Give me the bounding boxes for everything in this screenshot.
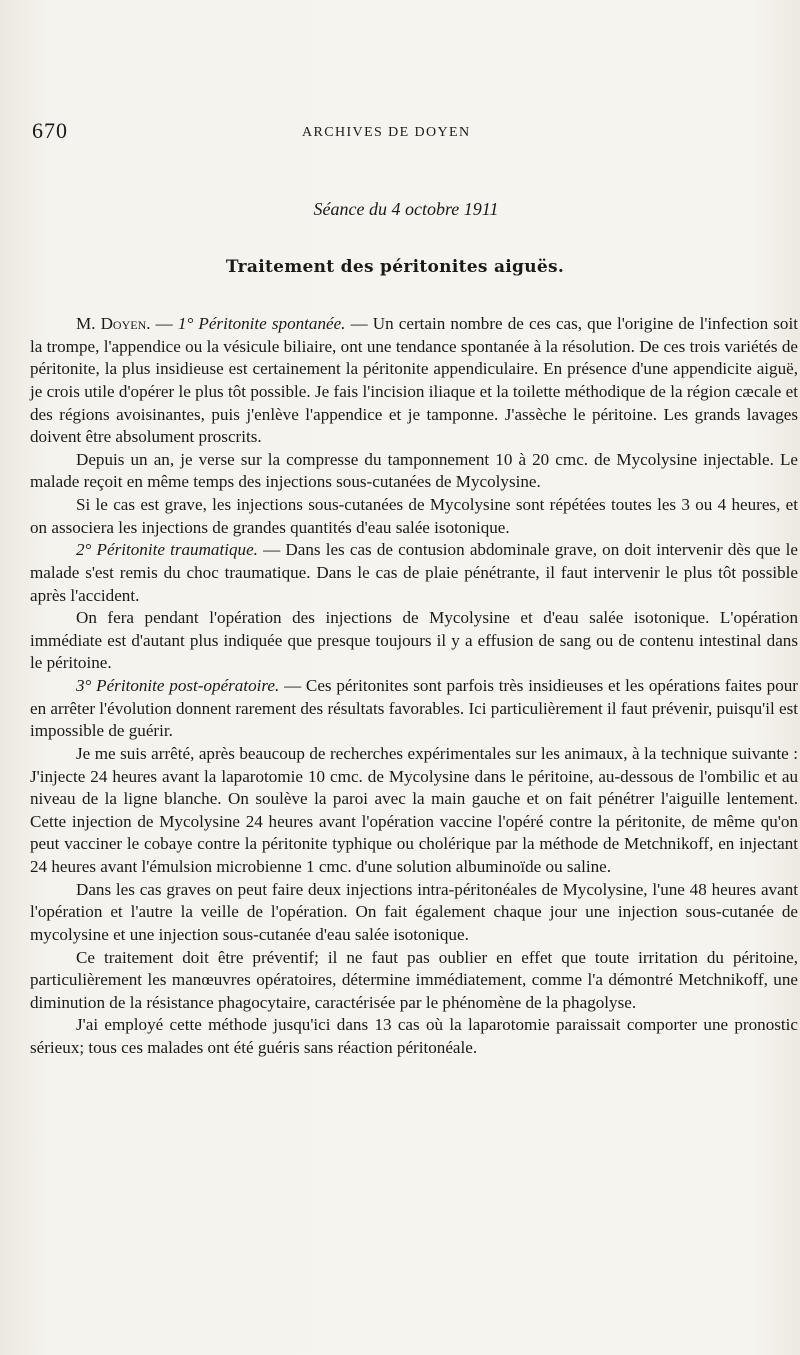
paragraph-text: — Dans les cas de contusion abdominale grave, on doit intervenir dès que le malade s'est remis du choc traumatique. Dans le cas de plaie pénétrante, il faut intervenir le plus tôt possible après l'accident.	[30, 540, 798, 605]
paragraph-text: Depuis un an, je verse sur la compresse du tamponnement 10 à 20 cmc. de Mycolysine injectable. Le malade reçoit en même temps des injections sous-cutanées de Mycolysine.	[30, 449, 798, 492]
paragraph-4	[30, 539, 798, 607]
running-head	[32, 118, 732, 148]
journal-title: ARCHIVES DE DOYEN	[302, 125, 471, 140]
paragraph-text: Dans les cas graves on peut faire deux injections intra-péritonéales de Mycolysine, l'une 48 heures avant l'opération et l'autre la veille de l'opération. On fait également chaque jour une injection sous-cutanée de mycolysine et une injection sous-cutanée d'eau salée isotonique.	[30, 879, 798, 944]
session-date-text: Séance du 4 octobre 1911	[313, 199, 499, 219]
session-date	[0, 199, 800, 220]
paragraph-1	[30, 313, 798, 449]
section-heading-traumatic: 2° Péritonite traumatique.	[76, 540, 258, 560]
paragraph-text: Si le cas est grave, les injections sous-cutanées de Mycolysine sont répétées toutes les 3 ou 4 heures, et on associera les injections de grandes quantités d'eau salée isotonique.	[30, 495, 798, 537]
paragraph-text: Ce traitement doit être préventif; il ne faut pas oublier en effet que toute irritation du péritoine, particulièrement les manœuvres opératoires, détermine immédiatement, comme l'a démontré Metchnikoff, une diminution de la résistance phagocytaire, caractérisée par le phénomène de la phagolyse.	[30, 947, 798, 1012]
article-body	[30, 313, 798, 1060]
paragraph-3	[30, 494, 798, 539]
paragraph-10	[30, 1014, 798, 1059]
paragraph-text: — Un certain nombre de ces cas, que l'origine de l'infection soit la trompe, l'appendice ou la vésicule biliaire, ont une tendance spontanée à la résolution. De ces trois variétés de péritonite, la plus insidieuse est certainement la péritonite appendiculaire. En présence d'une appendicite aiguë, je crois utile d'opérer le plus tôt possible. Je fais l'incision iliaque et la toilette méthodique de la région cæcale et des régions avoisinantes, puis j'enlève l'appendice et je tamponne. J'assèche le péritoine. Les grands lavages doivent être absolument proscrits.	[30, 314, 798, 447]
article-title: Traitement des péritonites aiguës.	[225, 257, 565, 277]
paragraph-6	[30, 675, 798, 743]
section-dash: —	[155, 314, 178, 333]
paragraph-text: Je me suis arrêté, après beaucoup de recherches expérimentales sur les animaux, à la technique suivante : J'injecte 24 heures avant la laparotomie 10 cmc. de Mycolysine dans le péritoine, au-dessous de l'ombilic et au niveau de la ligne blanche. On soulève la paroi avec la main gauche et on fait pénétrer l'aiguille lentement. Cette injection de Mycolysine 24 heures avant l'opération vaccine l'opéré contre la péritonite, de même qu'on peut vacciner le cobaye contre la péritonite typhique ou cholérique par la méthode de Metchnikoff, en injectant 24 heures avant l'émulsion microbienne 1 cmc. d'une solution albuminoïde ou saline.	[30, 743, 798, 876]
paragraph-2	[30, 449, 798, 494]
page-number: 670	[32, 118, 68, 143]
paragraph-5	[30, 607, 798, 675]
paragraph-7	[30, 743, 798, 879]
paragraph-text: On fera pendant l'opération des injections de Mycolysine et d'eau salée isotonique. L'opération immédiate est d'autant plus indiquée que presque toujours il y a effusion de sang ou de contenu intestinal dans le péritoine.	[30, 608, 798, 673]
paragraph-text: J'ai employé cette méthode jusqu'ici dans 13 cas où la laparotomie paraissait comporter une pronostic sérieux; tous ces malades ont été guéris sans réaction péritonéale.	[30, 1015, 798, 1057]
paragraph-9	[30, 947, 798, 1015]
author-name: M. Doyen.	[76, 314, 151, 333]
section-heading-spontaneous: 1° Péritonite spontanée.	[177, 314, 346, 333]
paragraph-text: — Ces péritonites sont parfois très insidieuses et les opérations faites pour en arrêter l'évolution donnent rarement des résultats favorables. Ici particulièrement il faut prévenir, puisqu'il est impossible de guérir.	[30, 676, 798, 741]
section-heading-postoperative: 3° Péritonite post-opératoire.	[76, 676, 280, 695]
paragraph-8	[30, 879, 798, 947]
